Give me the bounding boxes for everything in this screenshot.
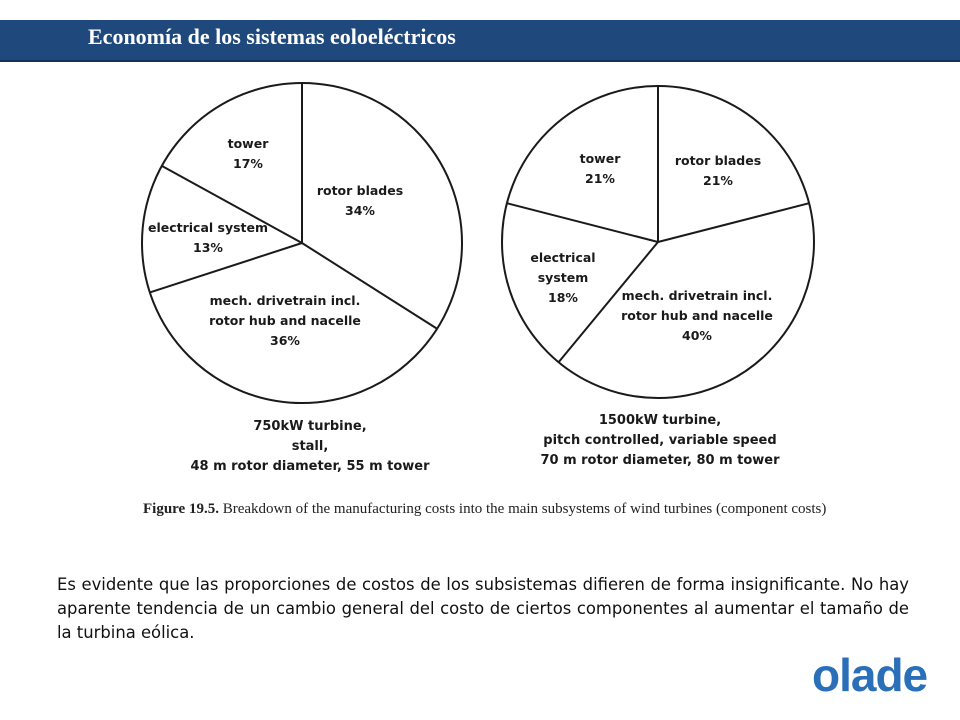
figure-caption-text: Breakdown of the manufacturing costs into the main subsystems of wind turbines (component costs) — [222, 501, 827, 517]
pie-slice-label: rotor blades 21% — [674, 153, 762, 188]
page-title: Economía de los sistemas eoloeléctricos — [88, 24, 456, 49]
olade-logo[interactable]: olade — [812, 649, 928, 701]
pie-slice-label: rotor blades 34% — [316, 183, 404, 218]
pie-chart-1 — [142, 83, 462, 474]
pie-chart-2 — [502, 86, 814, 468]
pie-slice-label: electrical system 13% — [147, 220, 269, 255]
pie-slice-label: tower 17% — [227, 136, 269, 171]
figure-caption — [143, 500, 833, 518]
turbine-caption: 750kW turbine, stall, 48 m rotor diameter, 55 m tower — [190, 419, 430, 474]
pie-slice-label: mech. drivetrain incl. rotor hub and nacelle 36% — [209, 293, 361, 348]
figure-caption-label: Figure 19.5. — [143, 501, 219, 517]
pie-slice-label: tower 21% — [579, 151, 621, 186]
turbine-caption: 1500kW turbine, pitch controlled, variable speed 70 m rotor diameter, 80 m tower — [540, 413, 780, 468]
body-paragraph: Es evidente que las proporciones de costos de los subsistemas difieren de forma insignificante. No hay aparente tendencia de un cambio general del costo de ciertos componentes al aumentar el tamaño de la turbina eólica. — [57, 575, 909, 642]
pie-slice-label: electrical system 18% — [530, 250, 596, 305]
pie-slice-label: mech. drivetrain incl. rotor hub and nacelle 40% — [621, 288, 773, 343]
